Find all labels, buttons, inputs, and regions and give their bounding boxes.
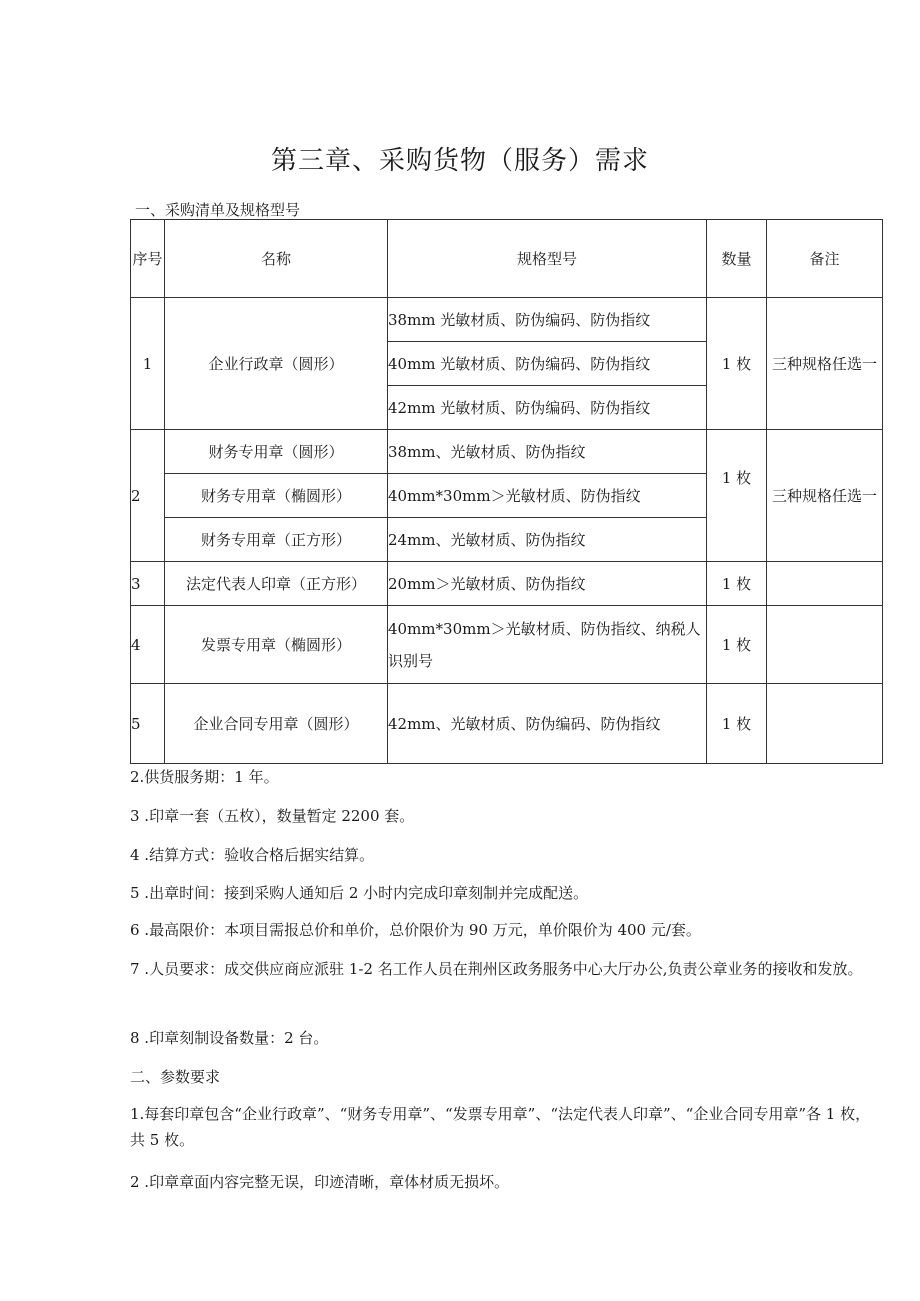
row-remark: [767, 606, 883, 684]
table-row: [131, 562, 883, 606]
row-remark: 三种规格任选一: [767, 430, 883, 562]
row-name: 法定代表人印章（正方形）: [165, 562, 388, 606]
paragraph-seal-quality: 2 .印章章面内容完整无误，印迹清晰，章体材质无损坏。: [130, 1173, 510, 1191]
row-spec: 24mm、光敏材质、防伪指纹: [388, 518, 707, 562]
paragraph-staff-requirement: 7 .人员要求：成交供应商应派驻 1-2 名工作人员在荆州区政务服务中心大厅办公,负责公章业务的接收和发放。: [130, 960, 863, 978]
header-seq: 序号: [131, 220, 165, 298]
paragraph-supply-period: 2.供货服务期：1 年。: [130, 768, 279, 786]
row-qty: 1 枚: [707, 684, 767, 764]
table-row: [131, 430, 883, 474]
row-spec: 40mm*30mm＞光敏材质、防伪指纹、纳税人识别号: [388, 606, 707, 684]
row-spec: 38mm 光敏材质、防伪编码、防伪指纹: [388, 298, 707, 342]
row-spec: 38mm、光敏材质、防伪指纹: [388, 430, 707, 474]
row-spec: 20mm＞光敏材质、防伪指纹: [388, 562, 707, 606]
row-spec: 42mm 光敏材质、防伪编码、防伪指纹: [388, 386, 707, 430]
row-name: 企业行政章（圆形）: [165, 298, 388, 430]
row-seq: 3: [131, 562, 165, 606]
section-heading-params: 二、参数要求: [130, 1068, 221, 1086]
header-qty: 数量: [707, 220, 767, 298]
row-name: 财务专用章（圆形）: [165, 430, 388, 474]
table-row: [131, 606, 883, 684]
row-seq: 2: [131, 430, 165, 562]
paragraph-equipment: 8 .印章刻制设备数量：2 台。: [130, 1029, 329, 1047]
row-name: 企业合同专用章（圆形）: [165, 684, 388, 764]
header-spec: 规格型号: [388, 220, 707, 298]
paragraph-delivery-time: 5 .出章时间：接到采购人通知后 2 小时内完成印章刻制并完成配送。: [130, 884, 589, 902]
row-spec: 42mm、光敏材质、防伪编码、防伪指纹: [388, 684, 707, 764]
table-header-row: [131, 220, 883, 298]
spec-table: [130, 219, 883, 764]
row-qty: 1 枚: [707, 430, 767, 562]
row-remark: 三种规格任选一: [767, 298, 883, 430]
row-name: 发票专用章（椭圆形）: [165, 606, 388, 684]
paragraph-seal-contents: 1.每套印章包含“企业行政章”、“财务专用章”、“发票专用章”、“法定代表人印章”、“企业合同专用章”各 1 枚，共 5 枚。: [130, 1105, 871, 1149]
section-heading-purchase-list: 一、采购清单及规格型号: [135, 201, 301, 219]
row-seq: 1: [131, 298, 165, 430]
table-row: [131, 298, 883, 342]
header-name: 名称: [165, 220, 388, 298]
row-remark: [767, 684, 883, 764]
table-row: [131, 684, 883, 764]
paragraph-price-limit: 6 .最高限价：本项目需报总价和单价，总价限价为 90 万元，单价限价为 400 元/套。: [130, 921, 701, 939]
row-spec: 40mm 光敏材质、防伪编码、防伪指纹: [388, 342, 707, 386]
row-qty: 1 枚: [707, 606, 767, 684]
row-seq: 5: [131, 684, 165, 764]
page-title: 第三章、采购货物（服务）需求: [270, 146, 649, 176]
row-qty: 1 枚: [707, 298, 767, 430]
row-name: 财务专用章（正方形）: [165, 518, 388, 562]
row-name: 财务专用章（椭圆形）: [165, 474, 388, 518]
row-remark: [767, 562, 883, 606]
row-qty: 1 枚: [707, 562, 767, 606]
paragraph-settlement: 4 .结算方式：验收合格后据实结算。: [130, 846, 375, 864]
header-remark: 备注: [767, 220, 883, 298]
row-seq: 4: [131, 606, 165, 684]
row-spec: 40mm*30mm＞光敏材质、防伪指纹: [388, 474, 707, 518]
paragraph-seal-set: 3 .印章一套（五枚），数量暂定 2200 套。: [130, 807, 415, 825]
